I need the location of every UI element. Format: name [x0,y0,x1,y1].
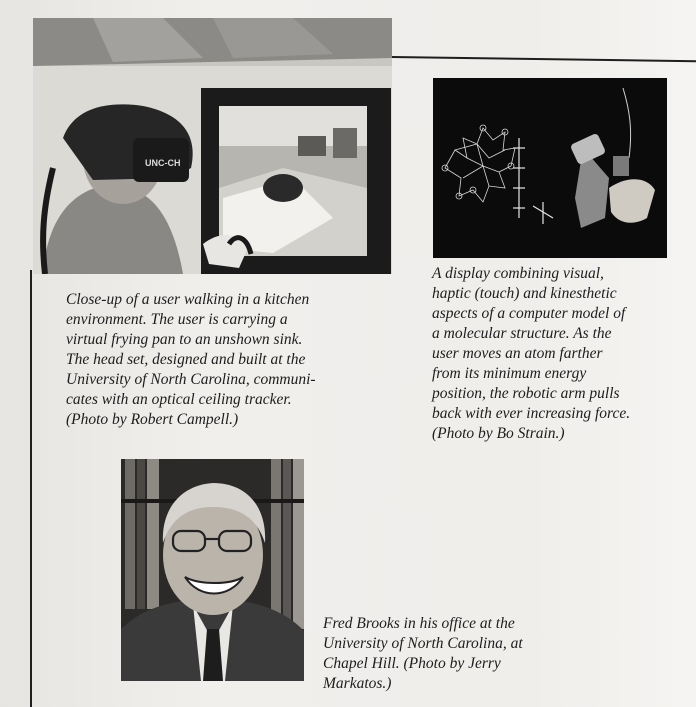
caption-line: haptic (touch) and kinesthetic [432,285,617,302]
caption-line: (Photo by Robert Campell.) [66,411,239,428]
molecule-photo-caption [432,264,630,444]
caption-line: University of North Carolina, communi- [66,371,316,388]
headset-label: UNC-CH [145,158,181,168]
caption-line: virtual frying pan to an unshown sink. [66,331,303,348]
caption-line: The head set, designed and built at the [66,351,306,368]
caption-line: user moves an atom farther [432,345,603,362]
kitchen-photo-caption [66,290,316,430]
kitchen-vr-photo [33,18,392,274]
caption-line: back with ever increasing force. [432,405,631,422]
caption-line: cates with an optical ceiling tracker. [66,391,292,408]
caption-line: Close-up of a user walking in a kitchen [66,291,310,308]
caption-line: environment. The user is carrying a [66,311,288,328]
portrait-photo [121,459,304,681]
caption-line: from its minimum energy [432,365,587,382]
caption-line: Fred Brooks in his office at the [323,615,515,632]
caption-line: Chapel Hill. (Photo by Jerry [323,655,501,672]
vertical-rule [30,270,32,707]
molecule-haptic-photo [433,78,667,258]
caption-line: (Photo by Bo Strain.) [432,425,565,442]
horizontal-rule [392,56,696,62]
caption-line: aspects of a computer model of [432,305,626,322]
portrait-photo-caption [323,614,523,694]
caption-line: University of North Carolina, at [323,635,523,652]
caption-line: Markatos.) [323,675,392,692]
caption-line: position, the robotic arm pulls [432,385,620,402]
caption-line: A display combining visual, [432,265,604,282]
caption-line: a molecular structure. As the [432,325,612,342]
